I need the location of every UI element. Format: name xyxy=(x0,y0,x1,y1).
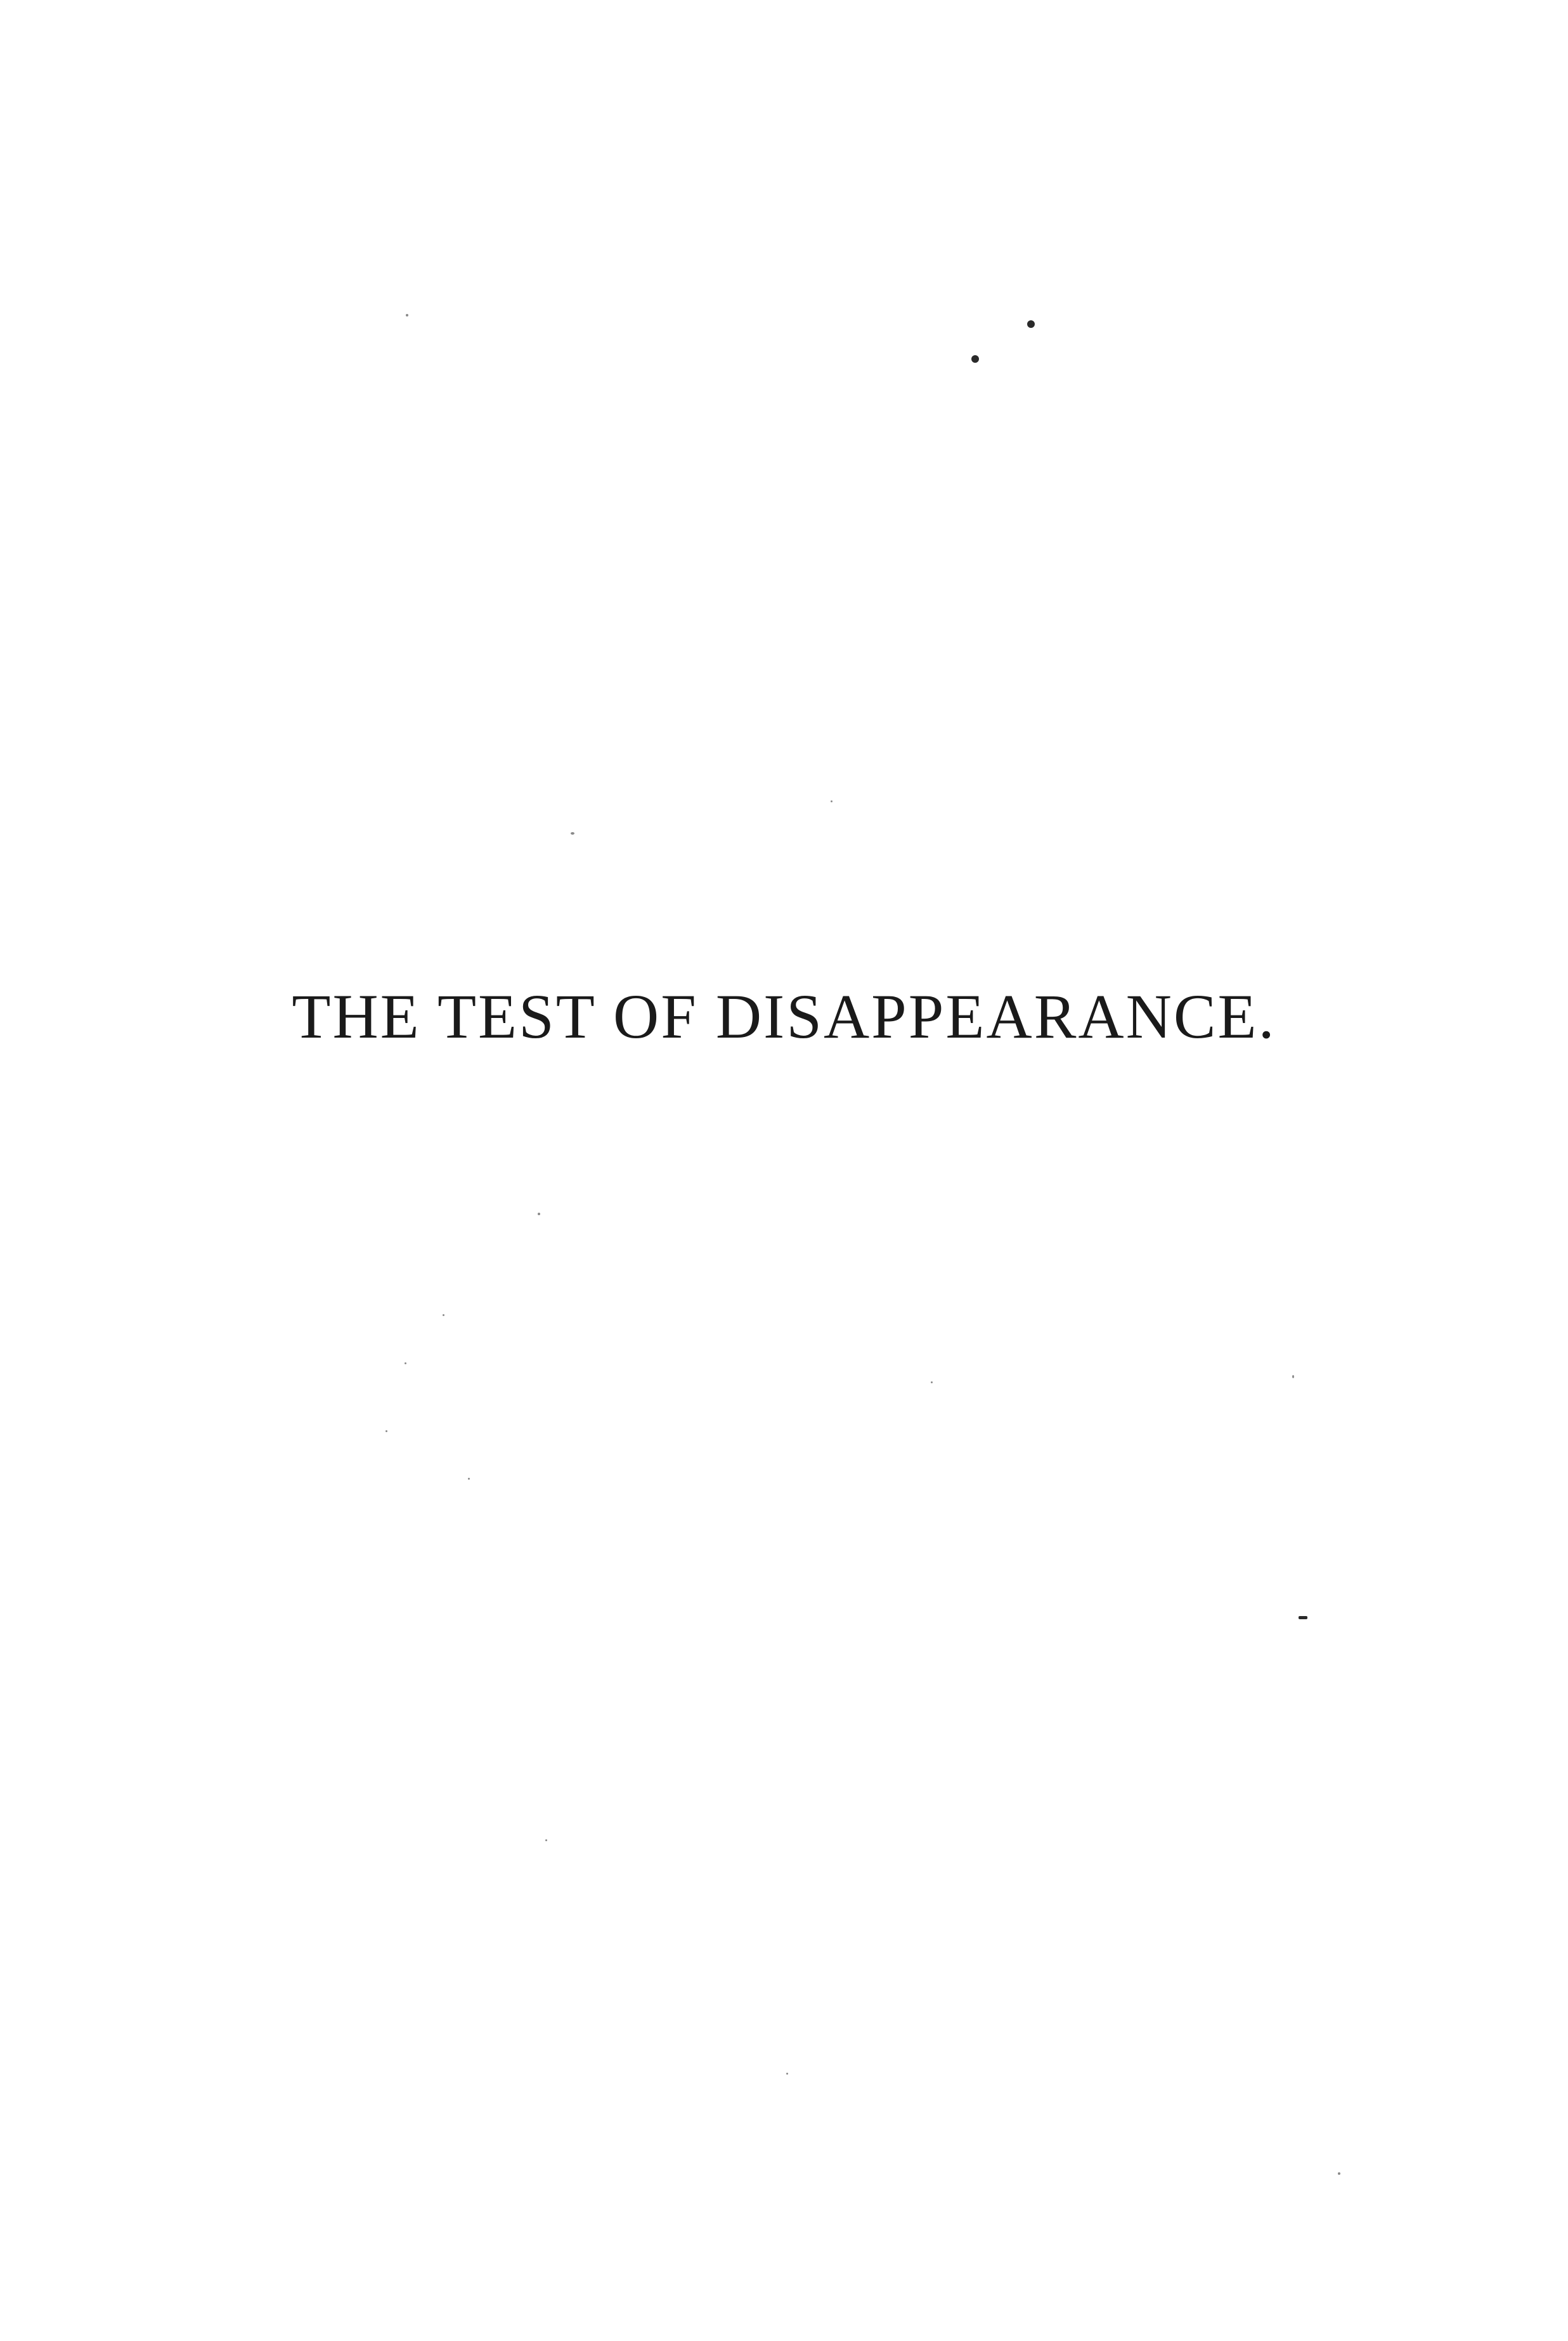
scan-speck xyxy=(386,1430,387,1432)
scan-speck xyxy=(545,1839,547,1841)
scan-speck xyxy=(971,355,979,363)
scan-speck xyxy=(1338,2172,1340,2175)
scan-speck xyxy=(786,2073,788,2075)
scan-speck xyxy=(468,1478,470,1480)
scan-speck xyxy=(405,1362,406,1364)
scan-speck xyxy=(831,800,833,802)
page-title: THE TEST OF DISAPPEARANCE. xyxy=(292,981,1276,1052)
scan-speck xyxy=(538,1213,540,1215)
scan-speck xyxy=(1027,320,1035,328)
scan-speck xyxy=(931,1381,933,1383)
scan-speck xyxy=(1299,1616,1307,1619)
scan-speck xyxy=(1292,1375,1294,1378)
scan-speck xyxy=(443,1314,444,1316)
scan-speck xyxy=(571,832,574,835)
scan-speck xyxy=(406,314,408,316)
